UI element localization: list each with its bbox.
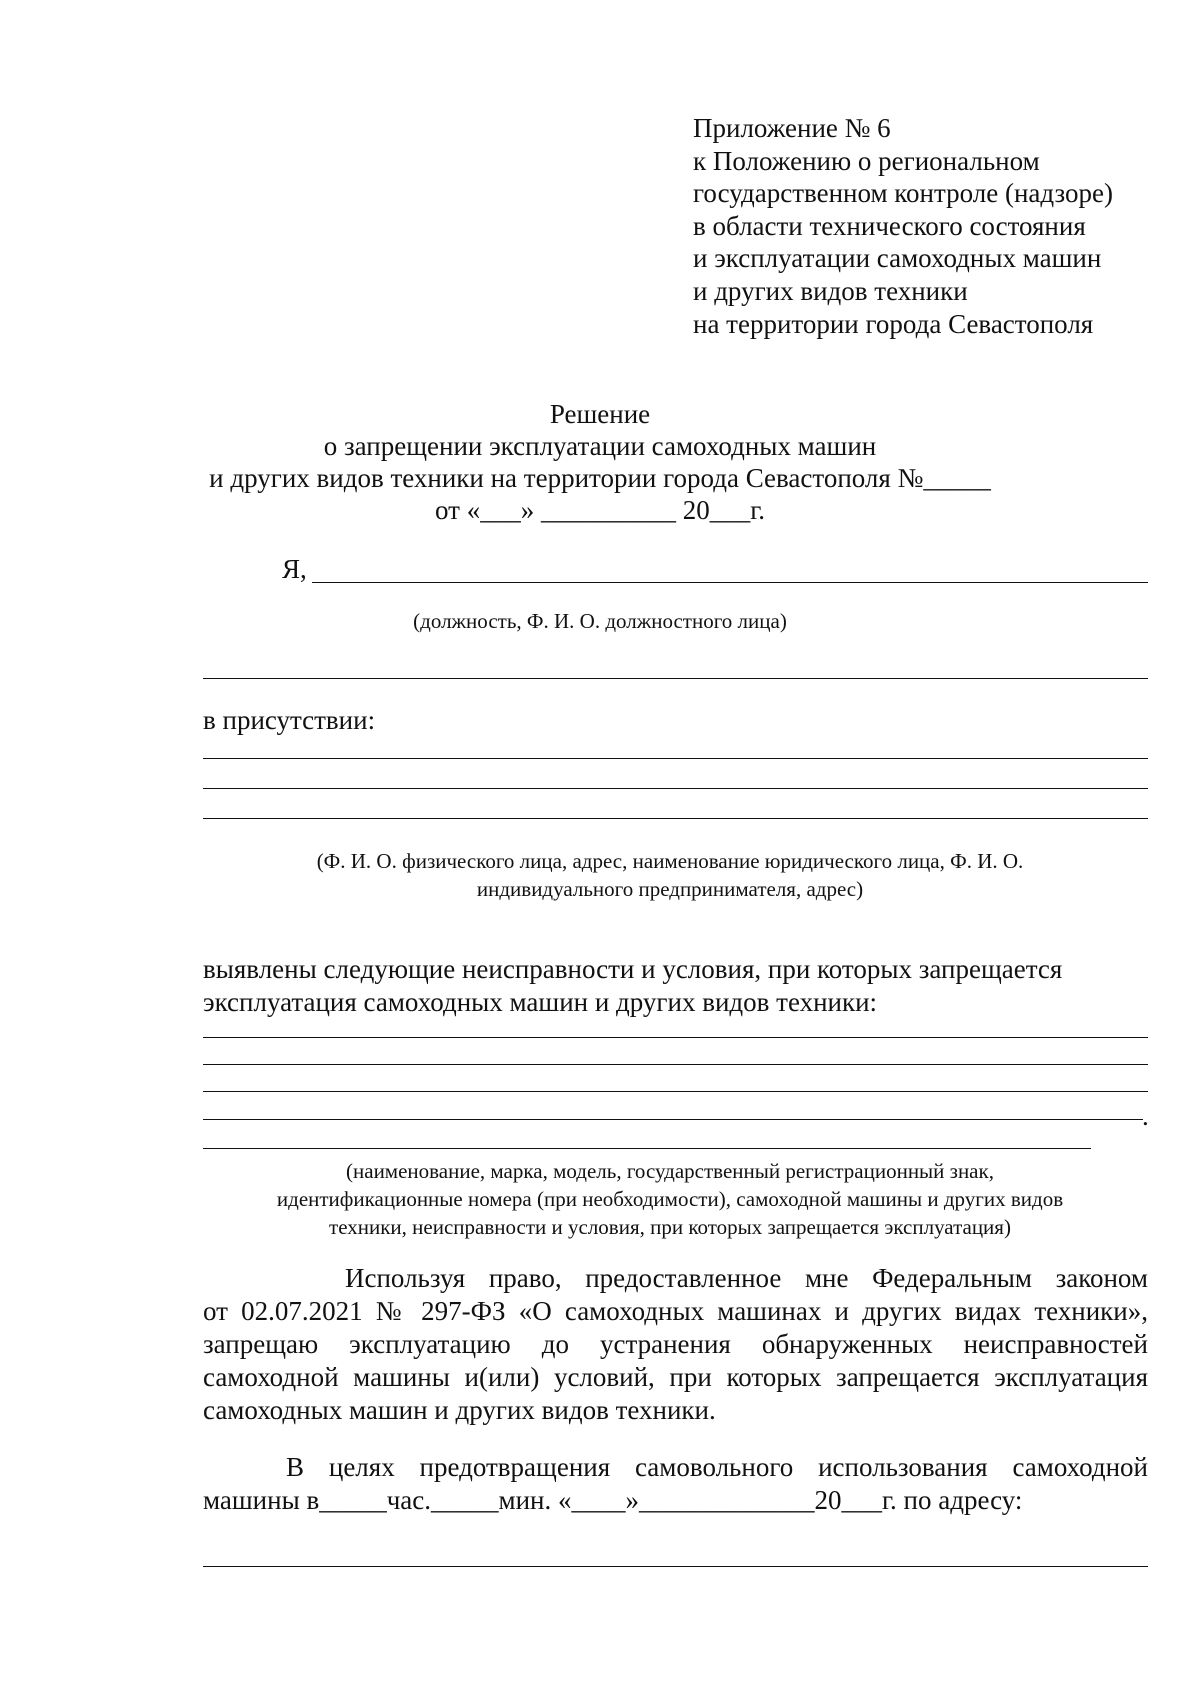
title-line-1: о запрещении эксплуатации самоходных машин	[323, 431, 877, 461]
address-line[interactable]	[203, 1566, 1148, 1567]
presence-line-2[interactable]	[203, 788, 1148, 789]
decision-line-5: самоходных машин и других видов техники.	[203, 1395, 716, 1425]
appendix-line: и других видов техники	[693, 275, 968, 306]
presence-line-1[interactable]	[203, 758, 1148, 759]
presence-caption-line-1: (Ф. И. О. физического лица, адрес, наименование юридического лица, Ф. И. О.	[316, 849, 1024, 873]
presence-caption-line-2: индивидуального предпринимателя, адрес)	[476, 877, 864, 901]
decision-line-2: от 02.07.2021 № 297-ФЗ «О самоходных машинах и других видах техники»,	[203, 1296, 1148, 1326]
appendix-line: и эксплуатации самоходных машин	[693, 243, 1102, 274]
prevention-line-1: В целях предотвращения самовольного использования самоходной	[286, 1452, 1148, 1482]
official-caption: (должность, Ф. И. О. должностного лица)	[413, 609, 787, 633]
appendix-line: государственном контроле (надзоре)	[693, 178, 1113, 209]
appendix-block	[693, 112, 1113, 340]
defects-text-line-1: выявлены следующие неисправности и условия, при которых запрещается	[203, 954, 1063, 984]
title-heading: Решение	[549, 399, 651, 429]
decision-line-4: самоходной машины и(или) условий, при которых запрещается эксплуатация	[203, 1362, 1148, 1392]
decision-line-3: запрещаю эксплуатацию до устранения обнаруженных неисправностей	[203, 1329, 1148, 1359]
title-date-line: от «___» __________ 20___г.	[435, 495, 765, 525]
title-line-2: и других видов техники на территории города Севастополя №_____	[209, 463, 991, 493]
presence-label: в присутствии:	[203, 705, 376, 735]
defects-text-line-2: эксплуатация самоходных машин и других видов техники:	[203, 987, 878, 1017]
defects-line-3[interactable]	[203, 1091, 1148, 1092]
defects-line-5[interactable]	[203, 1148, 1091, 1149]
defects-line-2[interactable]	[203, 1064, 1148, 1065]
official-prefix: Я,	[282, 554, 307, 584]
prevention-line-2: машины в_____час._____мин. «____»_____________20___г. по адресу:	[203, 1485, 1023, 1515]
defects-trailing-dot: .	[1142, 1101, 1149, 1131]
appendix-line: в области технического состояния	[693, 210, 1086, 241]
official-continuation-line[interactable]	[203, 678, 1148, 679]
document-title	[150, 398, 1050, 526]
defects-caption-line-1: (наименование, марка, модель, государственный регистрационный знак,	[346, 1159, 994, 1183]
defects-line-4[interactable]	[203, 1119, 1143, 1120]
defects-caption-line-3: техники, неисправности и условия, при которых запрещается эксплуатация)	[329, 1215, 1011, 1239]
appendix-line: на территории города Севастополя	[693, 308, 1094, 339]
decision-line-1: Используя право, предоставленное мне Федеральным законом	[345, 1263, 1148, 1293]
prevention-paragraph	[203, 1451, 1148, 1517]
defects-caption-line-2: идентификационные номера (при необходимости), самоходной машины и других видов	[276, 1187, 1064, 1211]
decision-paragraph	[203, 1262, 1148, 1427]
presence-line-3[interactable]	[203, 818, 1148, 819]
appendix-line: Приложение № 6	[693, 113, 891, 143]
appendix-line: к Положению о региональном	[693, 145, 1040, 176]
official-name-line[interactable]	[312, 582, 1148, 583]
defects-line-1[interactable]	[203, 1037, 1148, 1038]
